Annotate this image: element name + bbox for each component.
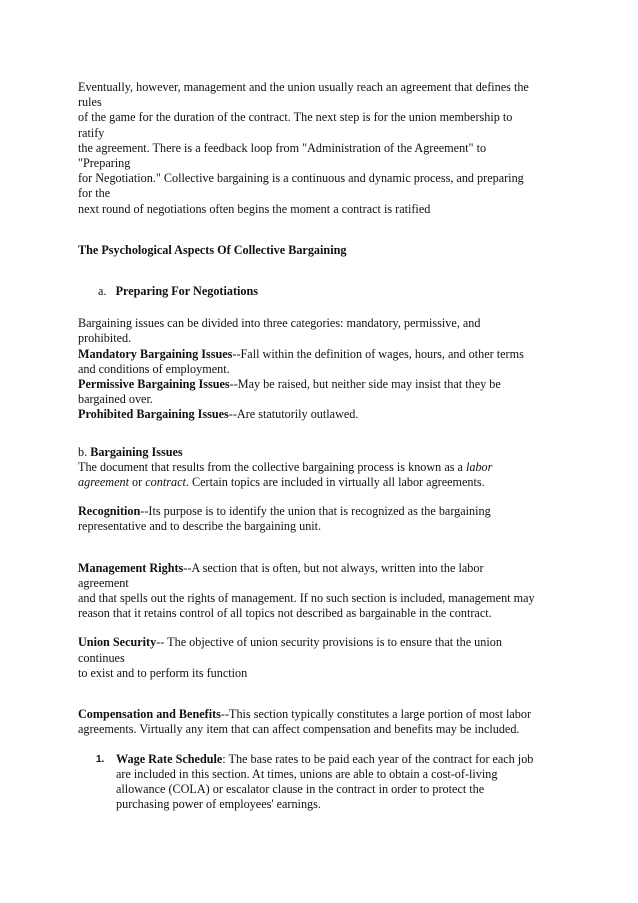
- intro-paragraph: [78, 80, 568, 217]
- subsection-a-title: Preparing For Negotiations: [115, 284, 259, 299]
- subsection-a-heading: [78, 284, 568, 299]
- list-number: 1.: [96, 753, 105, 765]
- union-security-paragraph: Union Security-- The objective of union security provisions is to ensure that the union continues to exist and to perform its function: [78, 635, 502, 680]
- subsection-b-heading: b. Bargaining Issues: [78, 444, 183, 459]
- subsection-b: b. Bargaining Issues The document that results from the collective bargaining process is known as a labor agreement or contract. Certain topics are included in virtually all labor agreements.: [78, 445, 568, 491]
- wage-rate-list-item: 1. Wage Rate Schedule: The base rates to be paid each year of the contract for each job are included in this section. At times, unions are able to obtain a cost-of-living allowance (COLA) or escalator clause in the contract in order to protect the purchasing power of employees' earnings.: [96, 751, 534, 812]
- subsection-a-marker: a.: [98, 284, 107, 299]
- categories-paragraph: Bargaining issues can be divided into three categories: mandatory, permissive, and prohibited. Mandatory Bargaining Issues--Fall within the definition of wages, hours, and other terms and conditions of employment. Permissive Bargaining Issues--May be raised, but neither side may insist that they be bargained over. Prohibited Bargaining Issues--Are statutorily outlawed.: [78, 316, 568, 422]
- intro-line: for Negotiation." Collective bargaining is a continuous and dynamic process, and preparing: [78, 171, 524, 186]
- compensation-paragraph: Compensation and Benefits--This section typically constitutes a large portion of most labor agreements. Virtually any item that can affect compensation and benefits may be included.: [78, 707, 532, 737]
- intro-line: Eventually, however, management and the union usually reach an agreement that defines the: [78, 80, 529, 94]
- intro-line: for the: [78, 186, 111, 201]
- intro-line: ratify: [78, 125, 105, 140]
- intro-line: rules: [78, 95, 102, 110]
- permissive-issues: Permissive Bargaining Issues--May be raised, but neither side may insist that they be: [78, 377, 501, 392]
- intro-line: the agreement. There is a feedback loop from "Administration of the Agreement" to: [78, 140, 487, 155]
- recognition-paragraph: Recognition--Its purpose is to identify the union that is recognized as the bargaining representative and to describe the bargaining unit.: [78, 504, 491, 534]
- intro-line: of the game for the duration of the contract. The next step is for the union membership to: [78, 110, 513, 125]
- management-rights-paragraph: Management Rights--A section that is often, but not always, written into the labor agreement and that spells out the rights of management. If no such section is included, management may reason that it retains control of all topics not described as bargainable in the contract.: [78, 560, 535, 621]
- prohibited-issues: Prohibited Bargaining Issues--Are statutorily outlawed.: [78, 407, 359, 422]
- intro-line: "Preparing: [78, 156, 131, 171]
- section-heading: The Psychological Aspects Of Collective Bargaining: [78, 242, 347, 257]
- document-page: [78, 80, 568, 812]
- intro-line: next round of negotiations often begins the moment a contract is ratified: [78, 201, 431, 216]
- mandatory-issues: Mandatory Bargaining Issues--Fall within the definition of wages, hours, and other terms: [78, 346, 524, 361]
